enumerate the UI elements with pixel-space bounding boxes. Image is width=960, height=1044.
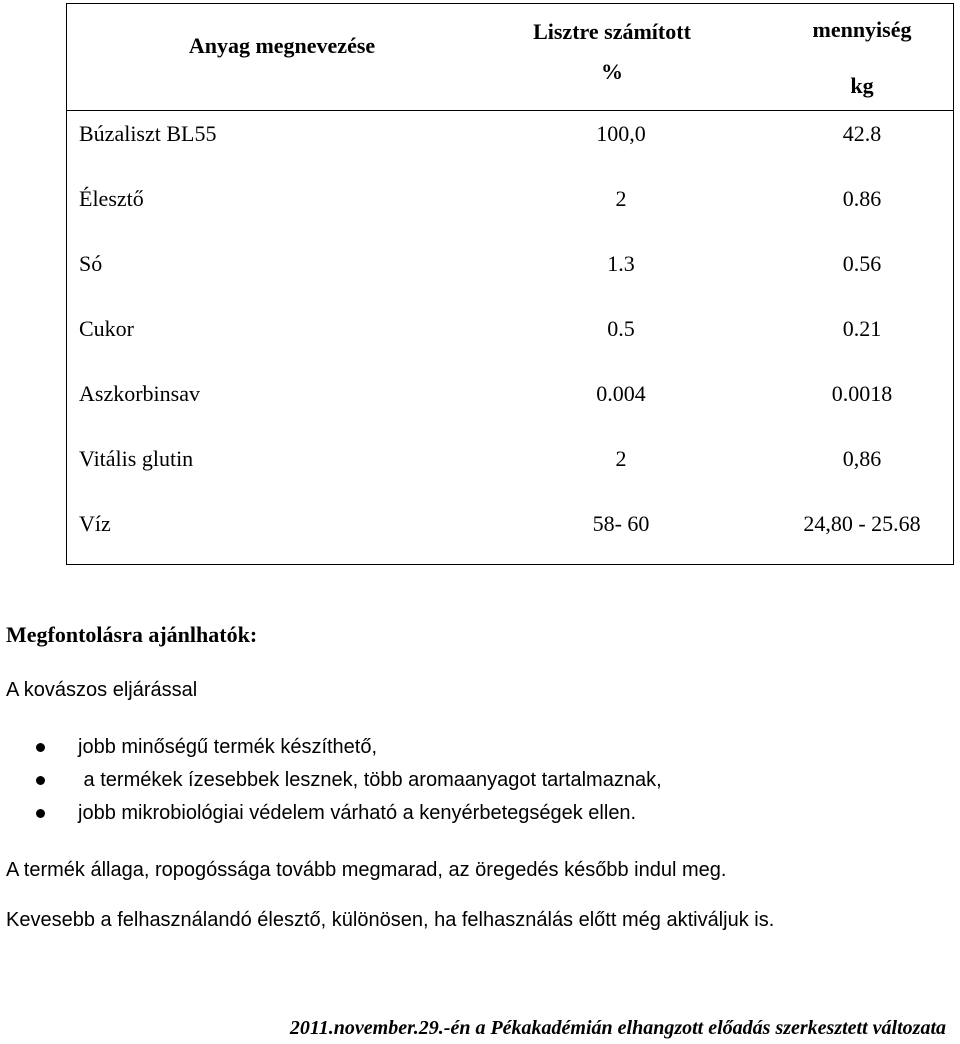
- table-row: [67, 114, 953, 154]
- benefits-list: [36, 731, 662, 830]
- header-material-name: Anyag megnevezése: [188, 33, 376, 58]
- list-item: [36, 731, 662, 764]
- recipe-table: [66, 3, 954, 565]
- header-flour-percent-line1: Lisztre számított: [533, 19, 691, 44]
- cell-percent: 2: [615, 446, 627, 471]
- paragraph-yeast: Kevesebb a felhasználandó élesztő, különösen, ha felhasználás előtt még aktiváljuk is.: [6, 909, 775, 931]
- cell-percent: 0.004: [596, 381, 646, 406]
- table-row: [67, 179, 953, 219]
- table-row: [67, 309, 953, 349]
- cell-material: Víz: [79, 511, 111, 536]
- cell-quantity: 0.21: [842, 316, 882, 341]
- header-quantity-line1: mennyiség: [812, 17, 912, 42]
- cell-percent: 100,0: [596, 121, 646, 146]
- cell-quantity: 42.8: [842, 121, 882, 146]
- table-row: [67, 244, 953, 284]
- table-row: [67, 504, 953, 544]
- cell-percent: 58- 60: [592, 511, 650, 536]
- cell-quantity: 24,80 - 25.68: [803, 511, 921, 536]
- table-row: [67, 439, 953, 479]
- header-divider: [67, 110, 953, 111]
- recommendations-intro: A kovászos eljárással: [6, 679, 198, 701]
- cell-material: Vitális glutin: [79, 446, 194, 471]
- cell-material: Aszkorbinsav: [79, 381, 200, 406]
- list-item: [36, 797, 662, 830]
- cell-quantity: 0,86: [842, 446, 882, 471]
- header-flour-percent: [497, 12, 727, 92]
- bullet-icon: [36, 776, 45, 785]
- cell-material: Só: [79, 251, 103, 276]
- list-item-text: a termékek ízesebbek lesznek, több aromaanyagot tartalmaznak,: [78, 769, 662, 791]
- cell-material: Búzaliszt BL55: [79, 121, 217, 146]
- recommendations-title: Megfontolásra ajánlhatók:: [6, 622, 258, 647]
- cell-quantity: 0.86: [842, 186, 882, 211]
- cell-quantity: 0.0018: [831, 381, 893, 406]
- table-row: [67, 374, 953, 414]
- footer-note: 2011.november.29.-én a Pékakadémián elhangzott előadás szerkesztett változata: [289, 1017, 946, 1039]
- header-quantity: [767, 2, 957, 114]
- paragraph-texture: A termék állaga, ropogóssága tovább megmarad, az öregedés később indul meg.: [6, 859, 727, 881]
- bullet-icon: [36, 743, 45, 752]
- cell-percent: 1.3: [607, 251, 635, 276]
- header-flour-percent-line2: %: [601, 59, 623, 84]
- cell-quantity: 0.56: [842, 251, 882, 276]
- cell-material: Élesztő: [79, 186, 144, 211]
- list-item: [36, 764, 662, 797]
- cell-material: Cukor: [79, 316, 134, 341]
- bullet-icon: [36, 809, 45, 818]
- list-item-text: jobb mikrobiológiai védelem várható a kenyérbetegségek ellen.: [78, 802, 637, 824]
- cell-percent: 0.5: [607, 316, 635, 341]
- cell-percent: 2: [615, 186, 627, 211]
- header-quantity-unit: kg: [850, 73, 874, 98]
- list-item-text: jobb minőségű termék készíthető,: [78, 736, 378, 758]
